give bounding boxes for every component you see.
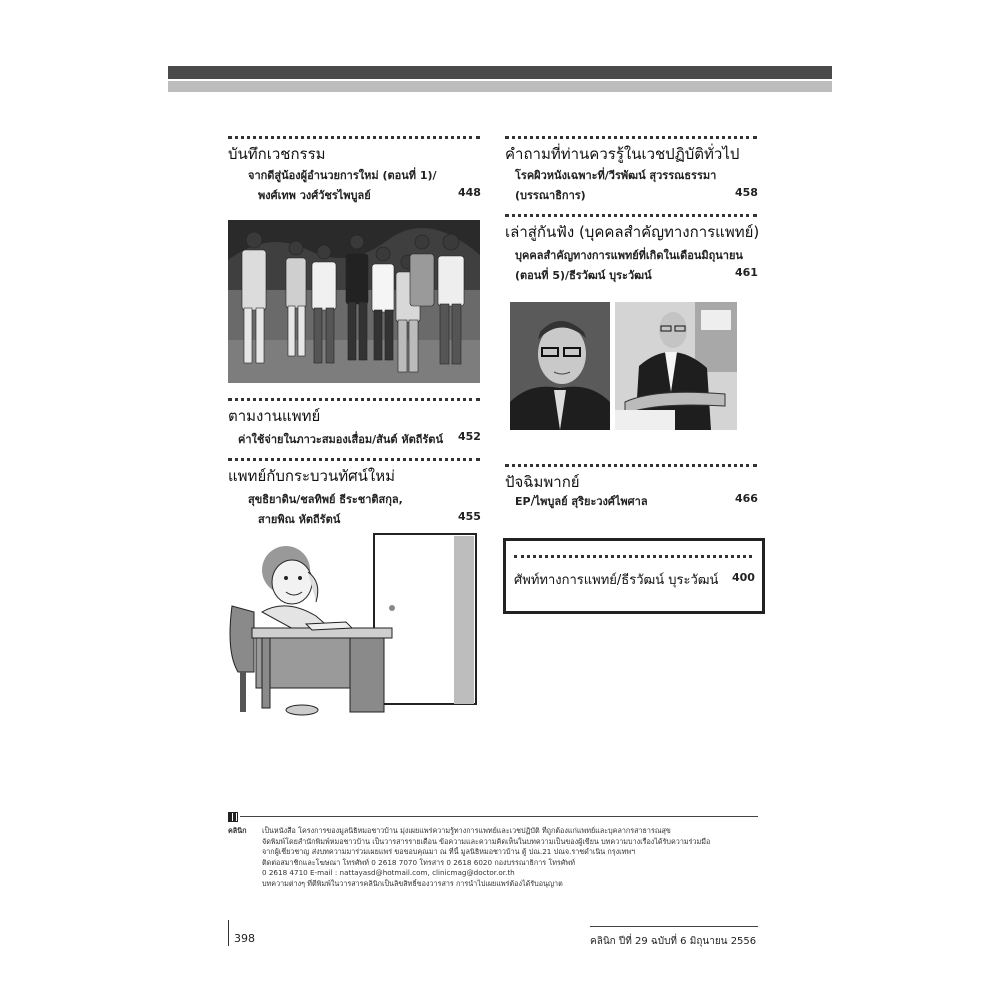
header-bar-light [168,81,832,92]
toc-entry-author: พงศ์เทพ วงศ์วัชรไพบูลย์ [258,189,371,202]
section-divider [514,555,752,558]
section-title: แพทย์กับกระบวนทัศน์ใหม่ [228,467,395,485]
toc-page-number: 466 [735,492,758,505]
portrait-photo-1 [510,302,610,430]
toc-entry-author: สายพิณ หัตถีรัตน์ [258,513,341,526]
toc-page-number: 455 [458,510,481,523]
footer-rule [590,926,758,927]
footer-note-label: คลินิก [228,826,247,835]
issue-info: คลินิก ปีที่ 29 ฉบับที่ 6 มิถุนายน 2556 [590,936,757,947]
toc-entry[interactable]: โรคผิวหนังเฉพาะที่/วีรพัฒน์ สุวรรณธรรมา [515,169,717,182]
footer-vertical-rule [228,920,229,946]
page-number: 398 [234,932,255,945]
toc-page-number: 448 [458,186,481,199]
group-photo [228,220,480,383]
footer-note-line: 0 2618 4710 E-mail : nattayasd@hotmail.com, clinicmag@doctor.or.th [262,868,515,877]
footer-note-line: บทความต่างๆ ที่ตีพิมพ์ในวารสารคลินิกเป็นลิขสิทธิ์ของวารสาร การนำไปเผยแพร่ต้องได้รับอนุญาต [262,878,563,888]
footer-note-line: เป็นหนังสือ โครงการของมูลนิธิหมอชาวบ้าน มุ่งเผยแพร่ความรู้ทางการแพทย์และเวชปฏิบัติ ที่ถูกต้องแก่แพทย์และบุคลากรสาธารณสุข [262,826,671,835]
portrait-photo-2 [615,302,737,430]
toc-entry[interactable]: EP/ไพบูลย์ สุริยะวงศ์ไพศาล [515,495,648,508]
toc-entry[interactable]: จากดีสู่น้องผู้อำนวยการใหม่ (ตอนที่ 1)/ [248,169,437,182]
section-divider [505,464,757,467]
toc-page-number: 458 [735,186,758,199]
section-title: ปัจฉิมพากย์ [505,473,580,491]
toc-entry[interactable]: บุคคลสำคัญทางการแพทย์ที่เกิดในเดือนมิถุนายน [515,249,743,262]
section-divider [228,398,480,401]
receptionist-illustration [226,532,482,718]
section-divider [228,458,480,461]
boxed-entry-title[interactable]: ศัพท์ทางการแพทย์/ธีรวัฒน์ บุระวัฒน์ [514,573,719,588]
section-divider [505,214,757,217]
section-title: ตามงานแพทย์ [228,407,321,425]
toc-page-number: 452 [458,430,481,443]
toc-entry-author: (ตอนที่ 5)/ธีรวัฒน์ บุระวัฒน์ [515,269,652,282]
section-divider [228,136,480,139]
toc-page-number: 461 [735,266,758,279]
highlight-box [503,538,765,614]
section-title: เล่าสู่กันฟัง (บุคคลสำคัญทางการแพทย์) [505,223,760,241]
toc-entry[interactable]: ค่าใช้จ่ายในภาวะสมองเสื่อม/สันต์ หัตถีรัตน์ [238,433,443,446]
footer-note-line: ติดต่อสมาชิกและโฆษณา โทรศัพท์ 0 2618 7070 โทรสาร 0 2618 6020 กองบรรณาธิการ โทรศัพท์ [262,857,575,867]
footer-rule [240,816,758,817]
footer-mark-icon [228,812,238,822]
footer-note [262,826,760,889]
section-divider [505,136,757,139]
toc-entry[interactable]: สุขธิยาดิน/ชลทิพย์ ธีระชาติสกุล, [248,493,403,506]
footer-note-line: จากผู้เชี่ยวชาญ ส่งบทความมาร่วมเผยแพร่ ขอขอบคุณมา ณ ที่นี้ มูลนิธิหมอชาวบ้าน ตู้ ปณ.21 ปณจ.ราชดำเนิน กรุงเทพฯ [262,847,636,856]
section-title: บันทึกเวชกรรม [228,145,326,163]
toc-page-number: 400 [732,571,755,584]
footer-note-line: จัดพิมพ์โดยสำนักพิมพ์หมอชาวบ้าน เป็นวารสารรายเดือน ข้อความและความคิดเห็นในบทความเป็นของผู้เขียน บทความบางเรื่องได้รับความร่วมมือ [262,836,711,846]
section-title: คำถามที่ท่านควรรู้ในเวชปฏิบัติทั่วไป [505,145,740,163]
header-bar-dark [168,66,832,79]
toc-entry-author: (บรรณาธิการ) [515,189,586,202]
